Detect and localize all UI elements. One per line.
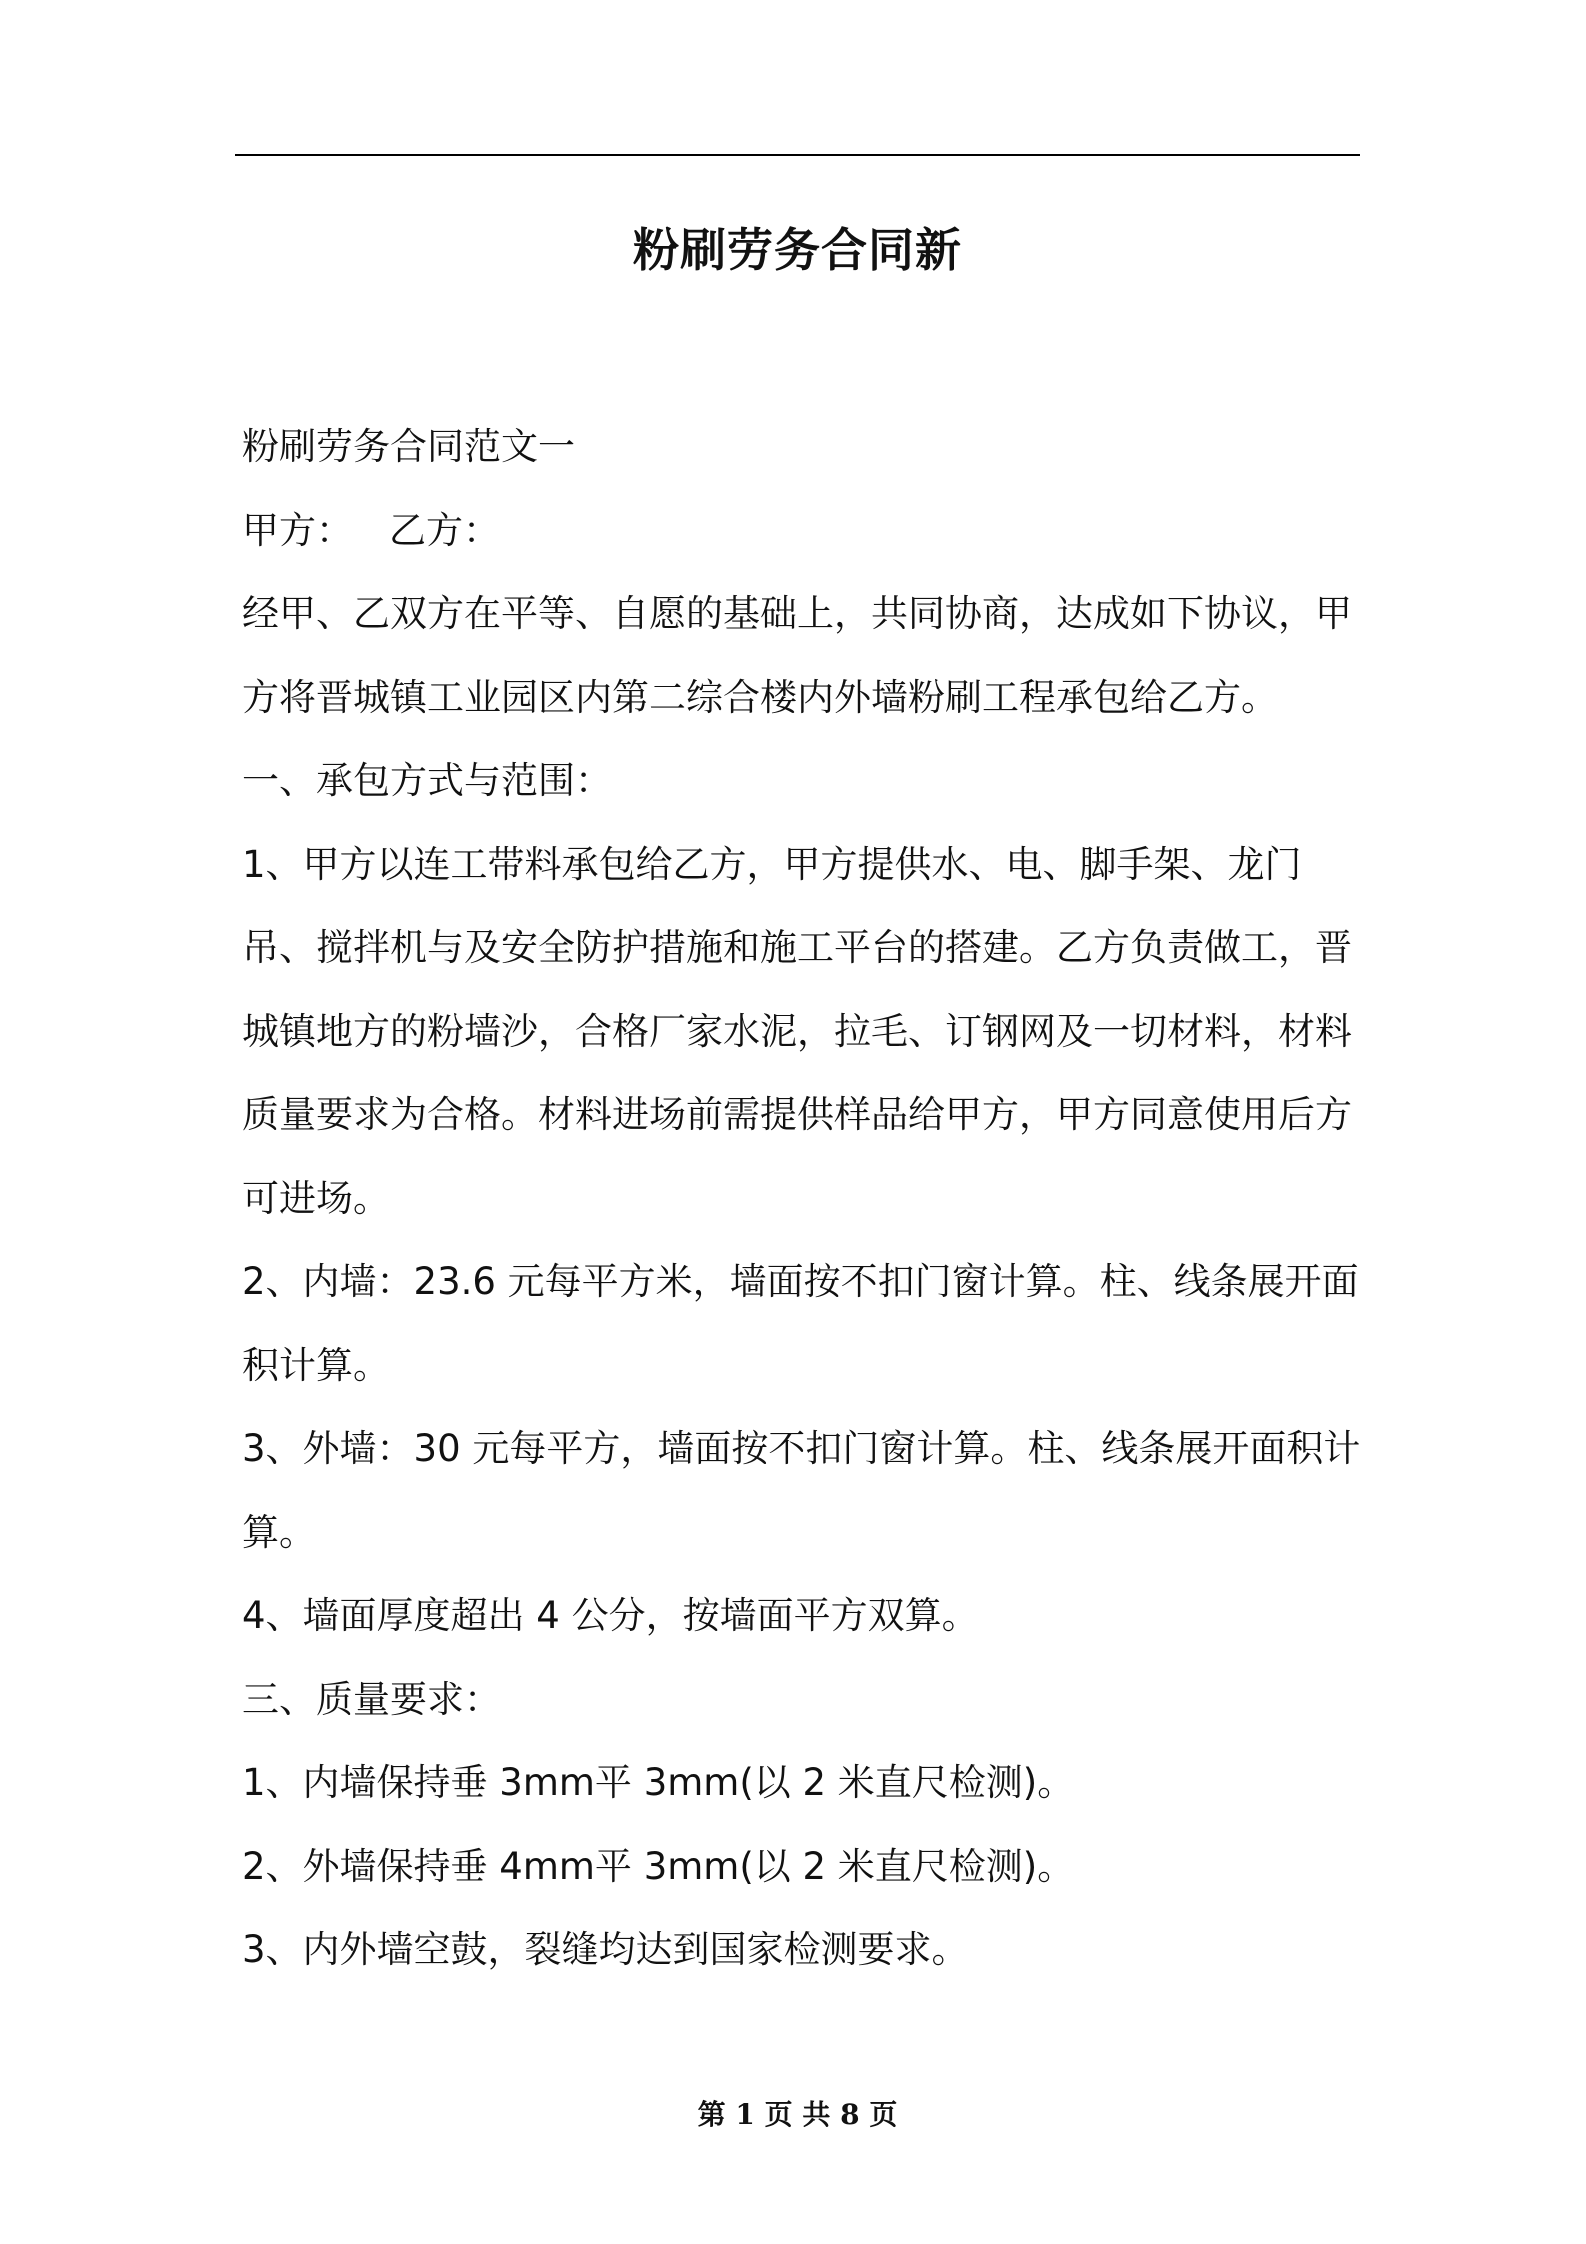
paragraph-thickness: 4、墙面厚度超出 4 公分，按墙面平方双算。 bbox=[242, 1594, 979, 1637]
document-title: 粉刷劳务合同新 bbox=[633, 223, 962, 277]
section-heading-scope: 一、承包方式与范围： bbox=[242, 759, 612, 802]
header-rule bbox=[235, 154, 1360, 156]
paragraph-outer-wall-price: 3、外墙：30 元每平方，墙面按不扣门窗计算。柱、线条展开面积计算。 bbox=[242, 1427, 1361, 1554]
paragraph-quality-1: 1、内墙保持垂 3mm平 3mm(以 2 米直尺检测)。 bbox=[242, 1761, 1075, 1804]
parties-line bbox=[242, 489, 1362, 573]
party-a-label: 甲方： bbox=[242, 508, 353, 552]
section-heading-quality: 三、质量要求： bbox=[242, 1677, 501, 1721]
document-body bbox=[242, 405, 1362, 1992]
paragraph-quality-3: 3、内外墙空鼓，裂缝均达到国家检测要求。 bbox=[242, 1928, 969, 1971]
paragraph-quality-2: 2、外墙保持垂 4mm平 3mm(以 2 米直尺检测)。 bbox=[242, 1844, 1075, 1888]
paragraph-scope-1: 1、甲方以连工带料承包给乙方，甲方提供水、电、脚手架、龙门吊、搅拌机与及安全防护措施和施工平台的搭建。乙方负责做工，晋城镇地方的粉墙沙，合格厂家水泥，拉毛、订钢网及一切材料，材料质量要求为合格。材料进场前需提供样品给甲方，甲方同意使用后方可进场。 bbox=[242, 842, 1352, 1220]
paragraph-intro: 经甲、乙双方在平等、自愿的基础上，共同协商，达成如下协议，甲方将晋城镇工业园区内第二综合楼内外墙粉刷工程承包给乙方。 bbox=[242, 592, 1352, 719]
party-b-label: 乙方： bbox=[389, 508, 500, 552]
paragraph-inner-wall-price: 2、内墙：23.6 元每平方米，墙面按不扣门窗计算。柱、线条展开面积计算。 bbox=[242, 1260, 1359, 1387]
page-indicator: 第 1 页 共 8 页 bbox=[697, 2098, 898, 2131]
document-subtitle: 粉刷劳务合同范文一 bbox=[242, 425, 575, 468]
